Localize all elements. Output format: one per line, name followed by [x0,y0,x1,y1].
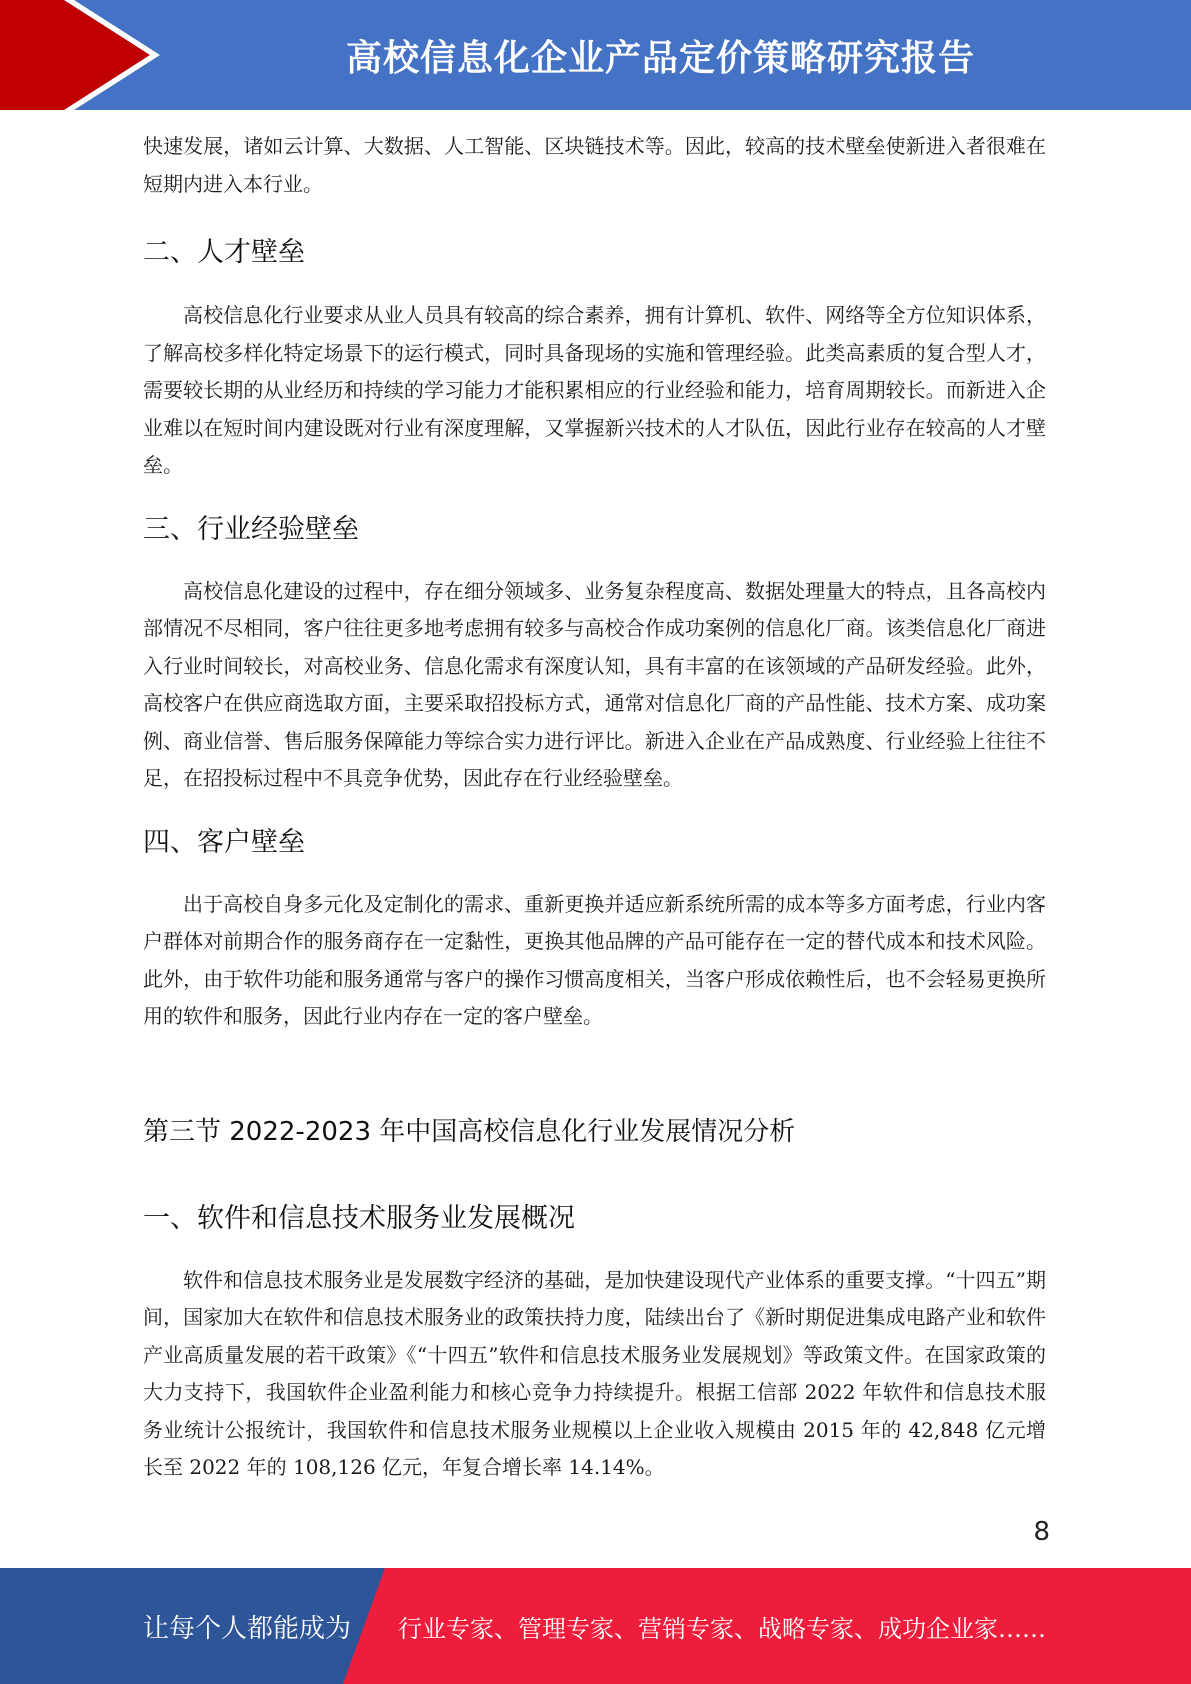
page-number: 8 [1033,1517,1050,1547]
section-heading-talent-barrier: 二、人才壁垒 [143,237,305,268]
page-header [0,0,1191,110]
section-paragraph-talent-barrier: 高校信息化行业要求从业人员具有较高的综合素养，拥有计算机、软件、网络等全方位知识体系，了解高校多样化特定场景下的运行模式，同时具备现场的实施和管理经验。此类高素质的复合型人才，需要较长期的从业经历和持续的学习能力才能积累相应的行业经验和能力，培育周期较长。而新进入企业难以在短时间内建设既对行业有深度理解，又掌握新兴技术的人才队伍，因此行业存在较高的人才壁垒。 [143,303,1046,477]
footer-slogan-left: 让每个人都能成为 [143,1613,352,1644]
subsection-paragraph-software-services: 软件和信息技术服务业是发展数字经济的基础，是加快建设现代产业体系的重要支撑。“十四五”期间，国家加大在软件和信息技术服务业的政策扶持力度，陆续出台了《新时期促进集成电路产业和软件产业高质量发展的若干政策》《“十四五”软件和信息技术服务业发展规划》等政策文件。在国家政策的大力支持下，我国软件企业盈利能力和核心竞争力持续提升。根据工信部 2022 年软件和信息技术服务业统计公报统计，我国软件和信息技术服务业规模以上企业收入规模由 2015 年的 42,848 亿元增长至 2022 年的 108,126 亿元，年复合增长率 14.14%。 [143,1267,1046,1479]
report-title: 高校信息化企业产品定价策略研究报告 [345,37,975,79]
chapter-section-title: 第三节 2022-2023 年中国高校信息化行业发展情况分析 [143,1116,796,1147]
section-heading-experience-barrier: 三、行业经验壁垒 [143,513,359,545]
section-paragraph-experience-barrier: 高校信息化建设的过程中，存在细分领域多、业务复杂程度高、数据处理量大的特点，且各高校内部情况不尽相同，客户往往更多地考虑拥有较多与高校合作成功案例的信息化厂商。该类信息化厂商进入行业时间较长，对高校业务、信息化需求有深度认知，具有丰富的在该领域的产品研发经验。此外，高校客户在供应商选取方面，主要采取招投标方式，通常对信息化厂商的产品性能、技术方案、成功案例、商业信誉、售后服务保障能力等综合实力进行评比。新进入企业在产品成熟度、行业经验上往往不足，在招投标过程中不具竞争优势，因此存在行业经验壁垒。 [143,578,1046,790]
page-footer [0,1568,1191,1684]
header-arrow-decoration [0,0,160,110]
section-heading-customer-barrier: 四、客户壁垒 [143,826,305,858]
subsection-heading-software-services: 一、软件和信息技术服务业发展概况 [143,1202,575,1234]
footer-slogan-right: 行业专家、管理专家、营销专家、战略专家、成功企业家…… [398,1614,1046,1643]
document-body [143,128,1046,1487]
intro-paragraph: 快速发展，诸如云计算、大数据、人工智能、区块链技术等。因此，较高的技术壁垒使新进入者很难在短期内进入本行业。 [143,134,1046,196]
section-paragraph-customer-barrier: 出于高校自身多元化及定制化的需求、重新更换并适应新系统所需的成本等多方面考虑，行业内客户群体对前期合作的服务商存在一定黏性，更换其他品牌的产品可能存在一定的替代成本和技术风险。此外，由于软件功能和服务通常与客户的操作习惯高度相关，当客户形成依赖性后，也不会轻易更换所用的软件和服务，因此行业内存在一定的客户壁垒。 [143,891,1046,1028]
